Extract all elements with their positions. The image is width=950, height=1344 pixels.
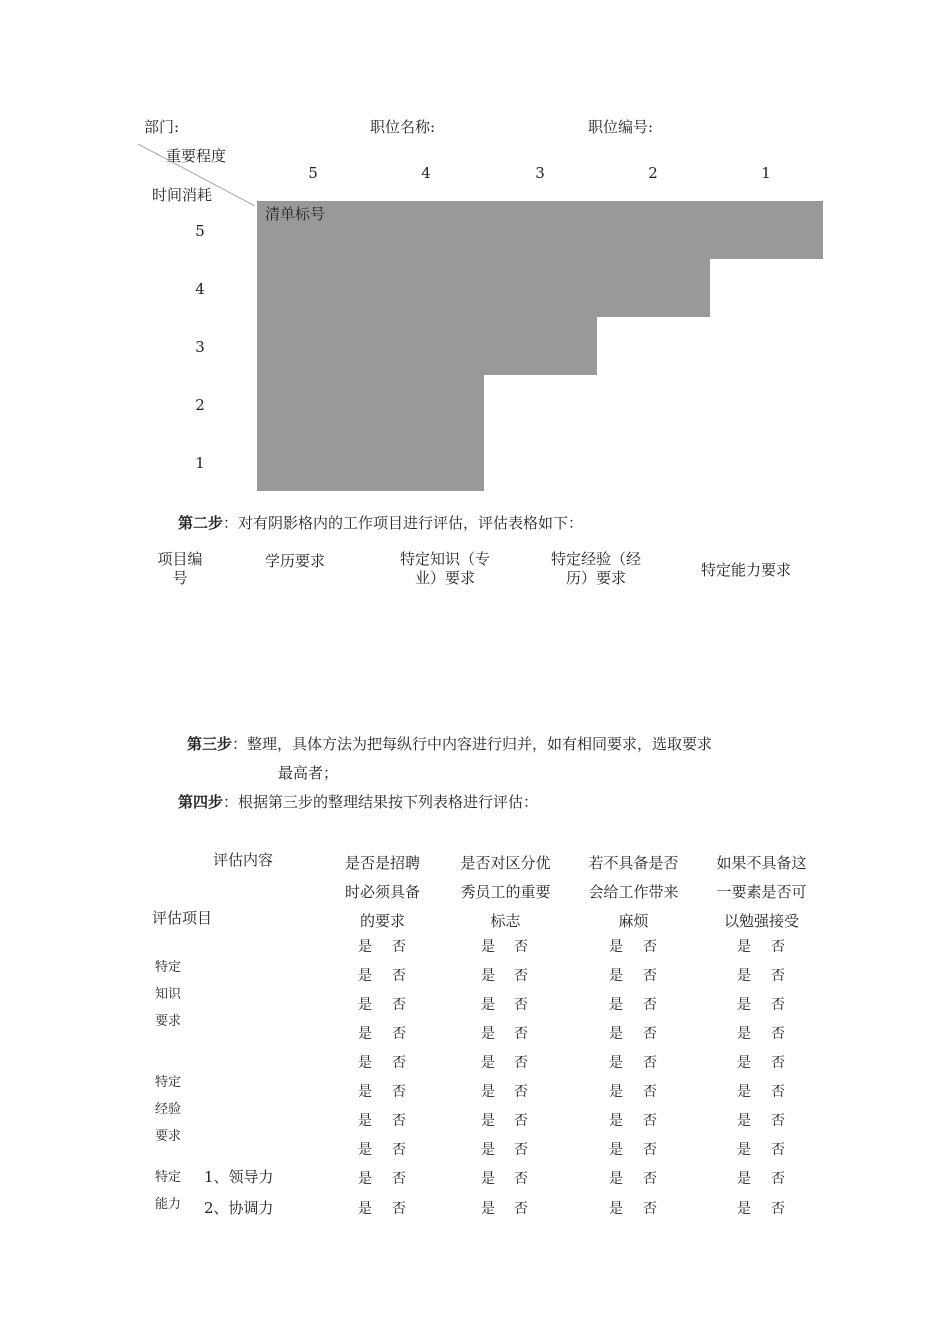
no-option[interactable]: 否: [514, 1142, 528, 1158]
yes-option[interactable]: 是: [609, 1171, 623, 1187]
no-option[interactable]: 否: [643, 1113, 657, 1129]
yes-option[interactable]: 是: [481, 1201, 495, 1217]
step2-col-experience: 特定经验（经 历）要求: [550, 550, 641, 587]
no-option[interactable]: 否: [392, 968, 406, 984]
yes-option[interactable]: 是: [358, 968, 372, 984]
no-option[interactable]: 否: [643, 1026, 657, 1042]
yes-option[interactable]: 是: [737, 1142, 751, 1158]
yes-option[interactable]: 是: [737, 939, 751, 955]
no-option[interactable]: 否: [514, 1026, 528, 1042]
no-option[interactable]: 否: [771, 1113, 785, 1129]
no-option[interactable]: 否: [771, 1055, 785, 1071]
department-label: 部门:: [144, 118, 180, 136]
matrix-column-header: 3: [535, 164, 545, 182]
yes-option[interactable]: 是: [481, 968, 495, 984]
yes-option[interactable]: 是: [358, 1055, 372, 1071]
no-option[interactable]: 否: [514, 997, 528, 1013]
yes-option[interactable]: 是: [481, 939, 495, 955]
yes-option[interactable]: 是: [481, 1142, 495, 1158]
eval-corner-content: 评估内容: [213, 851, 274, 869]
shaded-cell-row-5: [257, 201, 823, 259]
step2-paragraph: [178, 512, 583, 533]
no-option[interactable]: 否: [643, 939, 657, 955]
yes-option[interactable]: 是: [358, 1026, 372, 1042]
eval-header-required: 是否是招聘 时必须具备 的要求: [344, 854, 420, 930]
no-option[interactable]: 否: [514, 968, 528, 984]
yes-option[interactable]: 是: [358, 1142, 372, 1158]
shaded-cell-row-4: [257, 258, 710, 317]
yes-option[interactable]: 是: [609, 1055, 623, 1071]
no-option[interactable]: 否: [771, 1171, 785, 1187]
ability-item-coordination: 2、协调力: [204, 1199, 274, 1217]
yes-option[interactable]: 是: [358, 1201, 372, 1217]
no-option[interactable]: 否: [643, 1171, 657, 1187]
no-option[interactable]: 否: [643, 1055, 657, 1071]
no-option[interactable]: 否: [392, 939, 406, 955]
shaded-cell-row-3: [257, 316, 597, 375]
yes-option[interactable]: 是: [609, 968, 623, 984]
list-number-label: 清单标号: [265, 205, 326, 223]
no-option[interactable]: 否: [643, 1142, 657, 1158]
matrix-column-header: 4: [421, 164, 431, 182]
no-option[interactable]: 否: [771, 1142, 785, 1158]
no-option[interactable]: 否: [392, 1171, 406, 1187]
step3-text-continued: 最高者；: [278, 764, 339, 782]
eval-header-trouble: 若不具备是否 会给工作带来 麻烦: [588, 854, 679, 930]
matrix-column-header: 5: [308, 164, 318, 182]
yes-option[interactable]: 是: [358, 1084, 372, 1100]
yes-option[interactable]: 是: [358, 939, 372, 955]
yes-option[interactable]: 是: [737, 1084, 751, 1100]
step4-label: 第四步: [178, 793, 224, 811]
matrix-row-header: 5: [195, 222, 205, 240]
step3-paragraph: [187, 733, 712, 754]
position-code-label: 职位编号:: [588, 118, 654, 136]
yes-option[interactable]: 是: [358, 1113, 372, 1129]
eval-group-experience: 特定 经验 要求: [155, 1075, 182, 1144]
ability-item-leadership: 1、领导力: [204, 1168, 274, 1186]
yes-option[interactable]: 是: [481, 1084, 495, 1100]
position-name-label: 职位名称:: [370, 118, 436, 136]
step2-col-knowledge: 特定知识（专 业）要求: [399, 550, 490, 587]
matrix-column-header: 2: [648, 164, 658, 182]
yes-option[interactable]: 是: [609, 1201, 623, 1217]
time-axis-label: 时间消耗: [152, 186, 213, 204]
no-option[interactable]: 否: [514, 1171, 528, 1187]
step3-label: 第三步: [187, 735, 233, 753]
eval-header-acceptable: 如果不具备这 一要素是否可 以勉强接受: [716, 854, 807, 930]
eval-group-knowledge: 特定 知识 要求: [155, 960, 182, 1029]
yes-option[interactable]: 是: [481, 1113, 495, 1129]
step4-paragraph: [178, 791, 538, 812]
yes-option[interactable]: 是: [737, 1055, 751, 1071]
no-option[interactable]: 否: [392, 1142, 406, 1158]
no-option[interactable]: 否: [392, 1113, 406, 1129]
step2-col-ability: 特定能力要求: [700, 561, 791, 579]
yes-option[interactable]: 是: [737, 968, 751, 984]
no-option[interactable]: 否: [514, 1055, 528, 1071]
yes-option[interactable]: 是: [609, 939, 623, 955]
yes-option[interactable]: 是: [609, 1142, 623, 1158]
eval-group-ability: 特定 能力: [155, 1170, 182, 1212]
no-option[interactable]: 否: [514, 1201, 528, 1217]
yes-option[interactable]: 是: [358, 1171, 372, 1187]
yes-option[interactable]: 是: [737, 1113, 751, 1129]
matrix-row-header: 3: [195, 338, 205, 356]
no-option[interactable]: 否: [771, 997, 785, 1013]
no-option[interactable]: 否: [643, 1201, 657, 1217]
step3-text: ：整理，具体方法为把每纵行中内容进行归并，如有相同要求，选取要求: [232, 735, 713, 753]
no-option[interactable]: 否: [643, 1084, 657, 1100]
yes-option[interactable]: 是: [609, 997, 623, 1013]
matrix-row-header: 1: [195, 454, 205, 472]
no-option[interactable]: 否: [514, 1084, 528, 1100]
no-option[interactable]: 否: [392, 1055, 406, 1071]
no-option[interactable]: 否: [392, 997, 406, 1013]
no-option[interactable]: 否: [771, 1026, 785, 1042]
yes-option[interactable]: 是: [481, 997, 495, 1013]
no-option[interactable]: 否: [392, 1084, 406, 1100]
yes-option[interactable]: 是: [737, 997, 751, 1013]
no-option[interactable]: 否: [771, 1201, 785, 1217]
shaded-cell-row-2-1: [257, 374, 484, 491]
yes-option[interactable]: 是: [609, 1084, 623, 1100]
yes-option[interactable]: 是: [358, 997, 372, 1013]
importance-axis-label: 重要程度: [166, 147, 227, 165]
yes-option[interactable]: 是: [481, 1026, 495, 1042]
step2-col-item-number: 项目编 号: [157, 550, 203, 587]
no-option[interactable]: 否: [514, 1113, 528, 1129]
no-option[interactable]: 否: [771, 1084, 785, 1100]
yes-option[interactable]: 是: [737, 1201, 751, 1217]
step2-text: ：对有阴影格内的工作项目进行评估，评估表格如下：: [223, 514, 584, 532]
no-option[interactable]: 否: [514, 939, 528, 955]
yes-option[interactable]: 是: [737, 1026, 751, 1042]
no-option[interactable]: 否: [771, 939, 785, 955]
matrix-column-header: 1: [761, 164, 771, 182]
yes-option[interactable]: 是: [609, 1113, 623, 1129]
step2-col-education: 学历要求: [264, 552, 325, 570]
step2-label: 第二步: [178, 514, 224, 532]
no-option[interactable]: 否: [771, 968, 785, 984]
eval-header-distinguish: 是否对区分优 秀员工的重要 标志: [460, 854, 551, 930]
matrix-row-header: 4: [195, 280, 205, 298]
yes-option[interactable]: 是: [737, 1171, 751, 1187]
no-option[interactable]: 否: [643, 968, 657, 984]
yes-option[interactable]: 是: [481, 1055, 495, 1071]
eval-corner-items: 评估项目: [152, 909, 213, 927]
matrix-row-header: 2: [195, 396, 205, 414]
no-option[interactable]: 否: [643, 997, 657, 1013]
yes-option[interactable]: 是: [481, 1171, 495, 1187]
no-option[interactable]: 否: [392, 1201, 406, 1217]
yes-option[interactable]: 是: [609, 1026, 623, 1042]
no-option[interactable]: 否: [392, 1026, 406, 1042]
step4-text: ：根据第三步的整理结果按下列表格进行评估：: [223, 793, 539, 811]
